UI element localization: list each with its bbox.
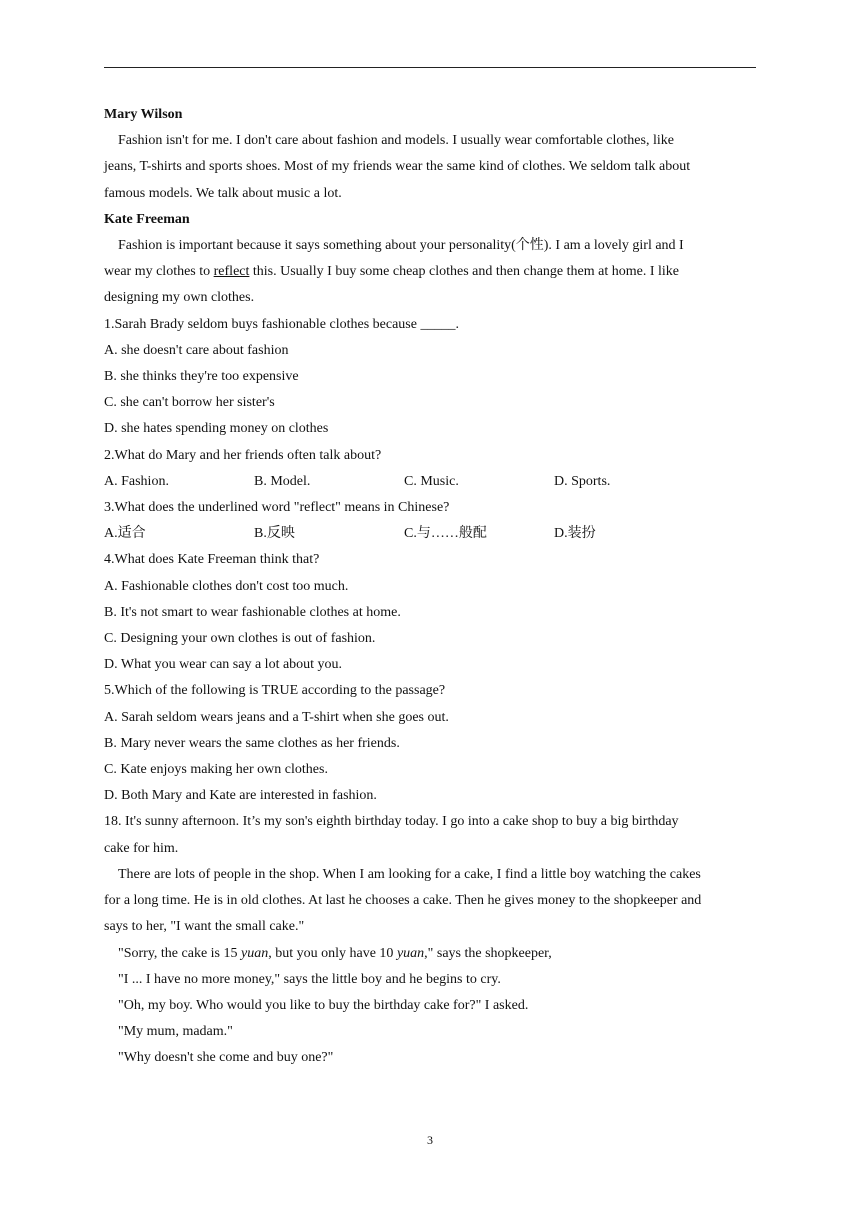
story-line: 18. It's sunny afternoon. It’s my son's eighth birthday today. I go into a cake shop to buy a big birthday: [104, 814, 679, 830]
italic-word: yuan: [396, 945, 425, 961]
dialogue-line: "Why doesn't she come and buy one?": [118, 1050, 334, 1066]
dialogue-line: "I ... I have no more money," says the little boy and he begins to cry.: [118, 971, 501, 987]
question-3-stem: 3.What does the underlined word "reflect" means in Chinese?: [104, 500, 450, 516]
q4-option-c: C. Designing your own clothes is out of fashion.: [104, 631, 376, 647]
dialogue-line: [104, 941, 756, 967]
q1-option-c: C. she can't borrow her sister's: [104, 395, 275, 411]
q3-options: [104, 521, 756, 547]
story-line: cake for him.: [104, 840, 179, 856]
italic-word: yuan: [241, 945, 269, 961]
kate-text-line: designing my own clothes.: [104, 290, 255, 306]
q2-option-b: B. Model.: [254, 473, 311, 489]
mary-text-line: jeans, T-shirts and sports shoes. Most of my friends wear the same kind of clothes. We seldom talk about: [104, 159, 691, 175]
q2-option-a: A. Fashion.: [104, 473, 169, 489]
story-line: There are lots of people in the shop. When I am looking for a cake, I find a little boy watching the cakes: [118, 866, 701, 882]
q4-option-d: D. What you wear can say a lot about you.: [104, 657, 343, 673]
mary-heading: Mary Wilson: [104, 107, 183, 122]
page-content: [104, 102, 756, 1072]
dialogue-line: "My mum, madam.": [118, 1024, 233, 1040]
page-number: 3: [427, 1133, 433, 1147]
q1-option-b: B. she thinks they're too expensive: [104, 369, 299, 385]
q2-option-c: C. Music.: [404, 473, 459, 489]
kate-heading: Kate Freeman: [104, 211, 190, 227]
q5-option-a: A. Sarah seldom wears jeans and a T-shirt when she goes out.: [104, 709, 449, 725]
q5-option-d: D. Both Mary and Kate are interested in fashion.: [104, 788, 377, 804]
dialogue-part: ," says the shopkeeper,: [424, 945, 552, 961]
question-4-stem: 4.What does Kate Freeman think that?: [104, 552, 320, 568]
q1-option-d: D. she hates spending money on clothes: [104, 421, 329, 437]
mary-text-line: Fashion isn't for me. I don't care about fashion and models. I usually wear comfortable clothes, like: [118, 133, 674, 149]
q5-option-b: B. Mary never wears the same clothes as her friends.: [104, 735, 400, 751]
kate-text-line: [104, 259, 756, 285]
q1-option-a: A. she doesn't care about fashion: [104, 342, 289, 358]
underlined-word: reflect: [213, 264, 250, 280]
question-5-stem: 5.Which of the following is TRUE according to the passage?: [104, 683, 446, 699]
dialogue-part: "Sorry, the cake is 15: [118, 945, 241, 961]
q3-option-d: D.装扮: [554, 526, 596, 542]
dialogue-line: "Oh, my boy. Who would you like to buy the birthday cake for?" I asked.: [118, 997, 529, 1013]
story-line: says to her, "I want the small cake.": [104, 919, 305, 935]
question-1-stem: 1.Sarah Brady seldom buys fashionable clothes because _____.: [104, 316, 459, 332]
mary-text-line: famous models. We talk about music a lot.: [104, 185, 342, 201]
q3-option-b: B.反映: [254, 526, 295, 542]
kate-text-part: wear my clothes to: [104, 264, 214, 280]
q4-option-b: B. It's not smart to wear fashionable clothes at home.: [104, 604, 401, 620]
header-rule: [104, 67, 756, 68]
kate-text-line: Fashion is important because it says something about your personality(个性). I am a lovely girl and I: [118, 238, 684, 254]
q4-option-a: A. Fashionable clothes don't cost too much.: [104, 578, 349, 594]
q3-option-c: C.与……般配: [404, 526, 487, 542]
q2-options: [104, 469, 756, 495]
q3-option-a: A.适合: [104, 526, 146, 542]
question-2-stem: 2.What do Mary and her friends often talk about?: [104, 447, 382, 463]
q2-option-d: D. Sports.: [554, 473, 611, 489]
dialogue-part: , but you only have 10: [268, 945, 397, 961]
q5-option-c: C. Kate enjoys making her own clothes.: [104, 762, 328, 778]
story-line: for a long time. He is in old clothes. At last he chooses a cake. Then he gives money to the shopkeeper and: [104, 893, 702, 909]
kate-text-part: this. Usually I buy some cheap clothes and then change them at home. I like: [249, 264, 679, 280]
